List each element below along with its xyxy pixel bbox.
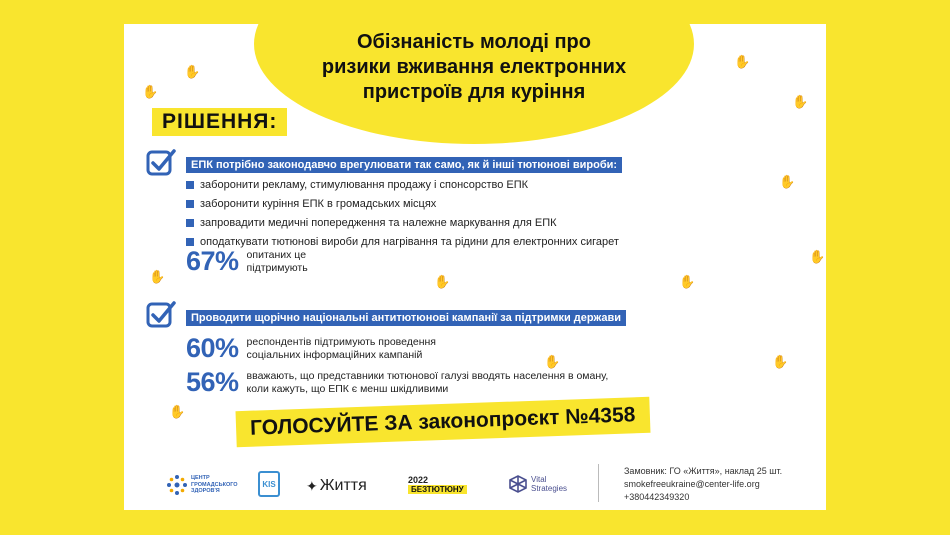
block2-heading: Проводити щорічно національні антитютюнові кампанії за підтримки держави [186,310,626,326]
stat-description: вважають, що представники тютюнової галузі вводять населення в оману, коли кажуть, що ЕПК є менш шкідливими [246,369,609,395]
list-item: заборонити куріння ЕПК в громадських місцях [186,194,619,213]
decor-icon: ✋ [809,249,826,264]
stat-67 [186,246,308,277]
bullet-square-icon [186,238,194,246]
stat-value: 67% [186,246,239,276]
center-public-health-logo: ЦЕНТР ГРОМАДСЬКОГО ЗДОРОВ'Я [166,474,238,496]
vital-strategies-icon [508,474,528,494]
decor-icon: ✋ [779,174,796,189]
list-item: запровадити медичні попередження та належне маркування для ЕПК [186,213,619,232]
decor-icon: ✋ [142,84,159,99]
customer-contacts [624,465,782,504]
title-line-3: пристроїв для куріння [362,81,586,103]
leaf-icon: ✦ [306,477,318,494]
section-label: РІШЕННЯ: [152,108,287,136]
title-line-2: ризики вживання електронних [321,56,627,78]
stat-value: 56% [186,367,239,397]
stat-description: опитаних це підтримують [246,248,308,274]
title-line-1: Обізнаність молоді про [357,31,591,53]
decor-icon: ✋ [772,354,789,369]
list-item: оподаткувати тютюнові вироби для нагрівання та рідини для електронних сигарет [186,232,619,251]
stat-56 [186,367,608,398]
stat-description: респондентів підтримують проведення соціальних інформаційних кампаній [246,335,436,361]
decor-icon: ✋ [679,274,696,289]
stat-value: 60% [186,333,239,363]
zhyttia-logo: ✦ Життя [306,477,367,494]
stat-60 [186,333,436,364]
poster-card [124,24,826,510]
decor-icon: ✋ [184,64,201,79]
vital-strategies-logo: Vital Strategies [508,474,567,494]
bez-tiutiunu-logo: 2022 БЕЗТЮТЮНУ [408,475,467,494]
contact-email: smokefreeukraine@center-life.org [624,479,760,489]
decor-icon: ✋ [434,274,451,289]
center-public-health-icon [166,474,188,496]
checkbox-checked-icon [146,148,176,178]
decor-icon: ✋ [544,354,561,369]
decor-icon: ✋ [734,54,751,69]
contact-phone: +380442349320 [624,492,690,502]
poster-title [274,30,674,105]
bullet-square-icon [186,200,194,208]
bullet-square-icon [186,181,194,189]
decor-icon: ✋ [792,94,809,109]
footer-divider [598,464,599,502]
bullet-square-icon [186,219,194,227]
block1-bullet-list [186,175,619,251]
list-item: заборонити рекламу, стимулювання продажу і спонсорство ЕПК [186,175,619,194]
block1-heading: ЕПК потрібно законодавчо врегулювати так само, як й інші тютюнові вироби: [186,157,622,173]
decor-icon: ✋ [149,269,166,284]
vote-call-to-action: ГОЛОСУЙТЕ ЗА законопроєкт №4358 [235,397,650,447]
kis-logo: KIS [258,471,280,497]
customer-info: Замовник: ГО «Життя», наклад 25 шт. [624,466,783,476]
checkbox-checked-icon [146,300,176,330]
decor-icon: ✋ [169,404,186,419]
